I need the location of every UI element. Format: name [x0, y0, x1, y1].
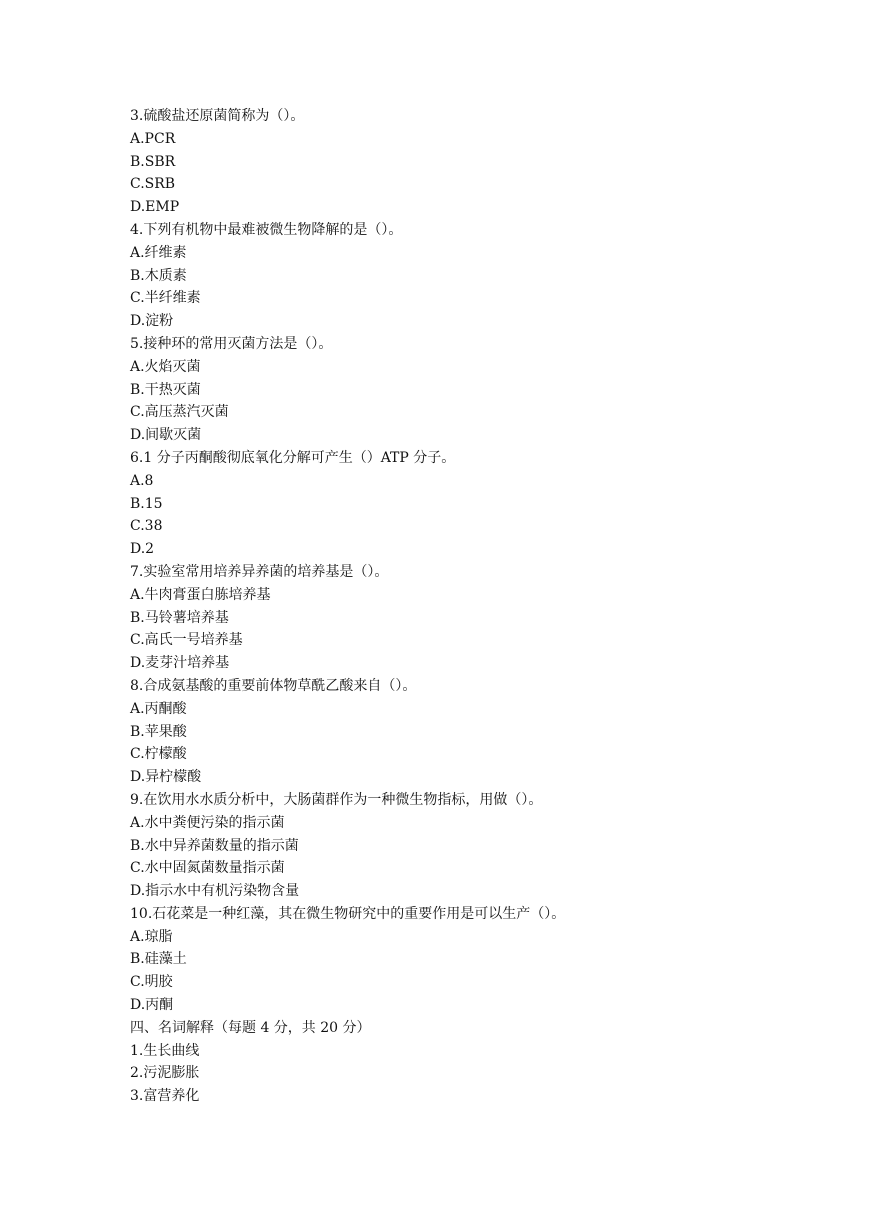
question-8-option-c: C.柠檬酸 — [130, 746, 187, 763]
term-3: 3.富营养化 — [130, 1088, 200, 1105]
question-3-stem: 3.硫酸盐还原菌简称为（）。 — [130, 108, 305, 124]
question-6-option-d: D.2 — [130, 541, 155, 558]
question-3-option-a: A.PCR — [130, 130, 176, 147]
question-7-option-c: C.高氏一号培养基 — [130, 632, 243, 649]
question-5-option-c: C.高压蒸汽灭菌 — [130, 404, 229, 421]
question-10-stem: 10.石花菜是一种红藻，其在微生物研究中的重要作用是可以生产（）。 — [130, 905, 566, 922]
question-5-option-d: D.间歇灭菌 — [130, 427, 202, 444]
question-7-option-d: D.麦芽汁培养基 — [130, 655, 230, 672]
question-8-option-a: A.丙酮酸 — [130, 700, 187, 717]
question-3-option-b: B.SBR — [130, 153, 176, 170]
question-4-option-d: D.淀粉 — [130, 313, 174, 330]
question-5-stem: 5.接种环的常用灭菌方法是（）。 — [130, 335, 333, 352]
question-7-option-b: B.马铃薯培养基 — [130, 609, 229, 626]
question-4-option-b: B.木质素 — [130, 267, 187, 284]
question-8-stem: 8.合成氨基酸的重要前体物草酰乙酸来自（）。 — [130, 677, 417, 694]
question-10-option-d: D.丙酮 — [130, 997, 174, 1014]
question-9-option-b: B.水中异养菌数量的指示菌 — [130, 837, 299, 854]
question-4-option-a: A.纤维素 — [130, 244, 187, 261]
question-9-option-a: A.水中粪便污染的指示菌 — [130, 814, 285, 831]
document-page — [130, 105, 830, 1108]
question-3-option-c: C.SRB — [130, 176, 176, 193]
question-7-stem: 7.实验室常用培养异养菌的培养基是（）。 — [130, 563, 389, 580]
question-9-option-c: C.水中固氮菌数量指示菌 — [130, 860, 285, 877]
question-10-option-b: B.硅藻土 — [130, 951, 187, 968]
section-4-heading: 四、名词解释（每题 4 分，共 20 分） — [130, 1019, 371, 1036]
question-8-option-d: D.异柠檬酸 — [130, 769, 202, 786]
question-4-stem: 4.下列有机物中最难被微生物降解的是（）。 — [130, 221, 403, 238]
question-3-option-d: D.EMP — [130, 199, 180, 216]
term-1: 1.生长曲线 — [130, 1042, 200, 1059]
question-9-option-d: D.指示水中有机污染物含量 — [130, 883, 300, 900]
question-10-option-a: A.琼脂 — [130, 928, 173, 945]
question-5-option-b: B.干热灭菌 — [130, 381, 201, 398]
question-6-stem: 6.1 分子丙酮酸彻底氧化分解可产生（）ATP 分子。 — [130, 449, 456, 466]
question-6-option-c: C.38 — [130, 518, 163, 535]
question-4-option-c: C.半纤维素 — [130, 290, 201, 307]
question-6-option-a: A.8 — [130, 472, 154, 489]
question-5-option-a: A.火焰灭菌 — [130, 358, 201, 375]
question-7-option-a: A.牛肉膏蛋白胨培养基 — [130, 586, 271, 603]
question-9-stem: 9.在饮用水水质分析中，大肠菌群作为一种微生物指标，用做（）。 — [130, 791, 543, 808]
term-2: 2.污泥膨胀 — [130, 1065, 200, 1082]
question-8-option-b: B.苹果酸 — [130, 723, 187, 740]
question-6-option-b: B.15 — [130, 495, 163, 512]
question-10-option-c: C.明胶 — [130, 974, 173, 991]
